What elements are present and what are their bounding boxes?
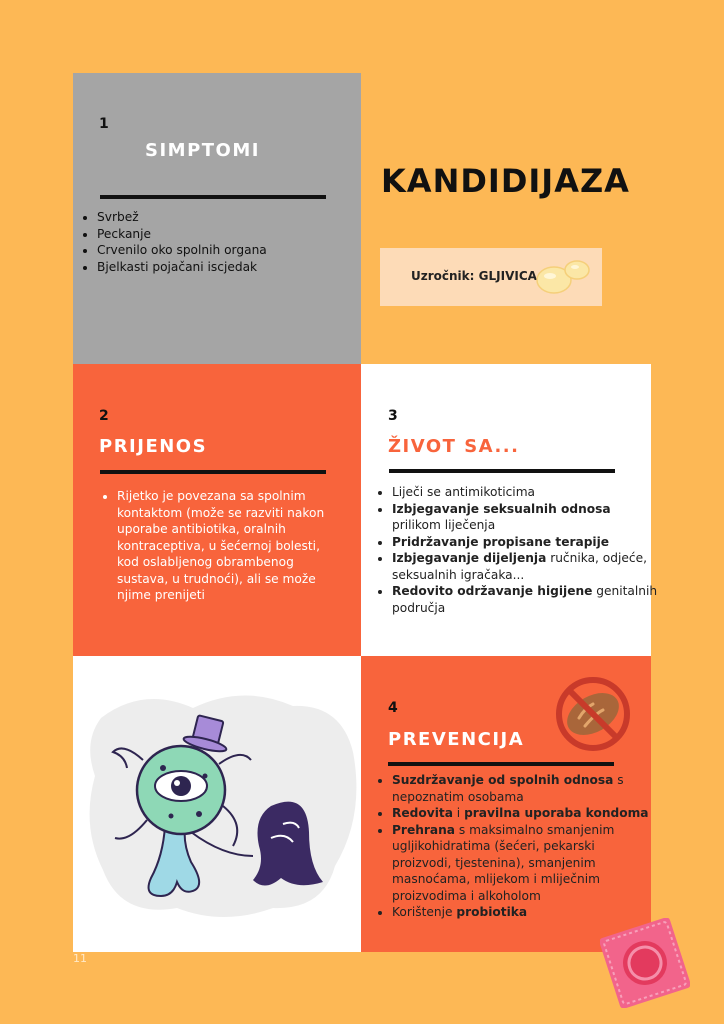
item-text: i: [452, 806, 465, 820]
section-number: 2: [99, 408, 109, 424]
item-text: Korištenje: [392, 905, 457, 919]
germ-illustration: [73, 656, 361, 952]
condom-icon: [600, 918, 690, 1008]
fungus-icon: [534, 256, 596, 296]
section-number: 4: [388, 700, 398, 716]
bold-text: Izbjegavanje seksualnih odnosa: [392, 501, 611, 516]
bold-text: Pridržavanje propisane terapije: [392, 534, 610, 549]
item-text: ručnika, odjeće, seksualnih igračaka...: [392, 551, 647, 582]
bold-text: probiotika: [456, 905, 528, 919]
cause-label: [411, 269, 537, 283]
list-item: • Rijetko je povezana sa spolnim kontaktom (može se razviti nakon uporabe antibiotika, oralnih kontraceptiva, u šećernoj bolesti, kod oslabljenog obrambenog sustava, u trudnoći), ali se može njime prenijeti: [117, 488, 337, 604]
cause-label-prefix: Uzročnik:: [411, 269, 475, 283]
list-item: • Crvenilo oko spolnih organa: [97, 242, 357, 259]
living-list: [376, 484, 660, 616]
page-title: KANDIDIJAZA: [381, 162, 630, 200]
bold-text: Redovita: [392, 806, 453, 820]
list-item: • Svrbež: [97, 209, 357, 226]
bold-text: Suzdržavanje od spolnih odnosa: [392, 773, 614, 787]
transmission-list: [101, 488, 337, 604]
item-text: prilikom liječenja: [392, 518, 496, 532]
cause-box: [380, 248, 602, 306]
item-text: s maksimalno smanjenim ugljikohidratima (šećeri, pekarski proizvodi, tjestenina), smanjenim masnoćama, mlijekom i mliječnim proizvodima i alkoholom: [392, 822, 615, 903]
bold-text: Izbjegavanje dijeljenja: [392, 551, 547, 565]
prevention-panel: [361, 656, 651, 952]
section-heading: SIMPTOMI: [145, 140, 260, 161]
list-item: • Peckanje: [97, 226, 357, 243]
list-item: [392, 772, 654, 805]
section-heading: ŽIVOT SA...: [388, 436, 520, 457]
list-item: [392, 501, 660, 534]
bold-text: pravilna uporaba kondoma: [464, 806, 649, 820]
list-item: [392, 822, 654, 905]
list-item: [392, 583, 660, 616]
list-item: • Bjelkasti pojačani iscjedak: [97, 259, 357, 276]
no-bread-icon: [553, 674, 633, 754]
section-heading: PREVENCIJA: [388, 729, 525, 750]
divider: [388, 762, 614, 766]
list-item: [392, 805, 654, 822]
list-item: [392, 534, 660, 551]
item-text: s nepoznatim osobama: [392, 773, 624, 804]
item-text: Liječi se antimikoticima: [392, 485, 536, 499]
divider: [100, 195, 326, 199]
cause-value: GLJIVICA: [478, 269, 537, 283]
symptom-list: [81, 209, 357, 275]
item-text: genitalnih područja: [392, 584, 658, 615]
list-item: [392, 550, 660, 583]
divider: [100, 470, 326, 474]
divider: [389, 469, 615, 473]
bold-text: Prehrana: [392, 822, 456, 837]
section-heading: PRIJENOS: [99, 436, 208, 457]
page-number: 11: [73, 952, 87, 965]
symptoms-panel: [73, 73, 361, 364]
transmission-panel: [73, 364, 361, 656]
section-number: 3: [388, 408, 398, 424]
bold-text: Redovito održavanje higijene: [392, 584, 593, 598]
living-with-panel: [361, 364, 658, 656]
illustration-panel: [73, 656, 361, 952]
list-item: [392, 484, 660, 501]
section-number: 1: [99, 116, 109, 132]
prevention-list: [376, 772, 654, 921]
